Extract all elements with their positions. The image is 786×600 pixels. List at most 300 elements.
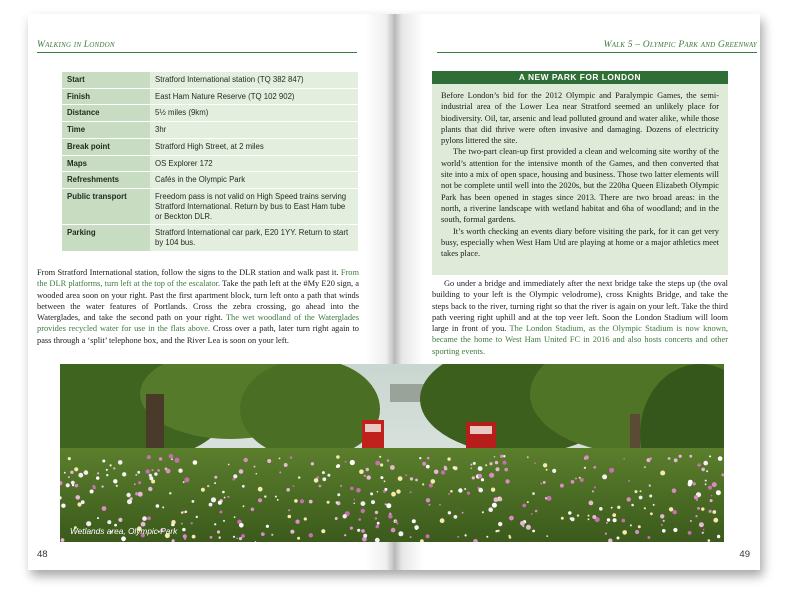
flower [585, 455, 589, 459]
flower [385, 503, 387, 505]
flower [191, 522, 193, 524]
flower [697, 507, 700, 510]
flower [592, 490, 594, 492]
flower [434, 470, 439, 475]
flower [322, 477, 326, 481]
flower [674, 458, 678, 462]
flower [503, 455, 505, 457]
flower [241, 534, 245, 538]
flower [159, 457, 162, 460]
flower [375, 511, 378, 514]
flower [602, 474, 607, 479]
info-row [62, 155, 358, 172]
info-row [62, 189, 358, 225]
flower [288, 515, 292, 519]
flower [107, 520, 111, 524]
flower [412, 519, 416, 523]
flower [217, 530, 220, 533]
flower [77, 502, 81, 506]
flower [478, 474, 482, 478]
info-label: Distance [62, 105, 150, 122]
flower [697, 463, 700, 466]
flower [396, 489, 400, 493]
info-label: Refreshments [62, 172, 150, 189]
flower [137, 471, 140, 474]
info-row [62, 88, 358, 105]
flower [243, 505, 245, 507]
flower [709, 455, 711, 457]
flower [90, 490, 94, 494]
flower [219, 511, 222, 514]
flower [101, 485, 103, 487]
flower [97, 472, 99, 474]
flower [321, 529, 325, 533]
info-value: Stratford High Street, at 2 miles [150, 138, 358, 155]
sidebar-paragraph: Before London’s bid for the 2012 Olympic and Paralympic Games, the semi-industrial area of the Lower Lea near Stratford seemed an unlikely place for biodiversity. Oil, tar, arsenic and lead polluted ground and water alike, while those plants that did thrive were often invasive and damaging. Dozens of electricity pylons littered the site. [441, 91, 719, 146]
flower [266, 525, 269, 528]
flower [227, 496, 229, 498]
left-body-p3: Cross over a path, later turn right again to pass through a ‘split’ telephone box, and the River Lea is soon on your left. [37, 324, 359, 345]
flower [426, 498, 430, 502]
flower [375, 461, 380, 466]
flower [534, 462, 536, 464]
right-body-text [432, 278, 728, 357]
flower [118, 460, 123, 465]
flower [647, 536, 650, 539]
flower [613, 518, 617, 522]
wetlands-photo-illustration [60, 364, 724, 542]
flower [422, 462, 426, 466]
info-value: 5½ miles (9km) [150, 105, 358, 122]
flower [448, 511, 451, 514]
flower [242, 485, 245, 488]
flower [363, 534, 367, 538]
flower [367, 475, 371, 479]
right-running-head: Walk 5 – Olympic Park and Greenway [603, 40, 757, 50]
flower [708, 539, 711, 542]
flower [293, 485, 295, 487]
info-label: Parking [62, 225, 150, 251]
flower [234, 516, 236, 518]
flower [535, 510, 538, 513]
flower [592, 515, 596, 519]
flower [96, 476, 99, 479]
flower [106, 469, 108, 471]
flower [663, 520, 665, 522]
flower [233, 536, 235, 538]
flower [162, 506, 164, 508]
flower [68, 476, 70, 478]
flower [396, 523, 398, 525]
sidebar-box-text [441, 90, 719, 259]
flower [183, 534, 187, 538]
flower [705, 483, 707, 485]
flower [588, 515, 590, 517]
info-value: Freedom pass is not valid on High Speed trains serving Stratford International. Return by bus to East Ham tube or Beckton DLR. [150, 189, 358, 225]
flower [552, 469, 556, 473]
flower [580, 478, 584, 482]
right-page-number: 49 [739, 549, 750, 560]
flower [491, 488, 495, 492]
flower [708, 486, 712, 490]
flower [440, 518, 445, 523]
right-header-rule [437, 52, 757, 53]
flower [627, 497, 631, 501]
flower [694, 495, 698, 499]
flower [135, 474, 137, 476]
flower [605, 533, 607, 535]
flower [575, 478, 577, 480]
flower [219, 536, 221, 538]
flower [465, 534, 467, 536]
flower [623, 458, 625, 460]
flower [640, 490, 642, 492]
flower [350, 460, 355, 465]
flower [520, 521, 525, 526]
flower [279, 458, 281, 460]
flower [509, 516, 514, 521]
left-body-highlight-1: From the DLR platforms, turn left at the top of the escalator. [37, 268, 360, 289]
flower [489, 462, 492, 465]
flower [593, 466, 596, 469]
flower [526, 525, 531, 530]
left-body-highlight-2: The wet woodland of the Waterglades provides recycled water for use in the flats above. [37, 313, 359, 334]
flower [638, 525, 641, 528]
flower [147, 455, 151, 459]
sidebar-paragraph: It’s worth checking an events diary before visiting the park, for it can get very busy, especially when West Ham Utd are playing at home or a major athletics meet takes place. [441, 226, 719, 259]
flower [214, 482, 216, 484]
flower [672, 488, 677, 493]
flower [122, 472, 126, 476]
flower [669, 507, 673, 511]
flower [703, 529, 705, 531]
flower [239, 469, 244, 474]
flower [522, 504, 526, 508]
flower [271, 534, 273, 536]
flower [631, 504, 634, 507]
flower [426, 534, 430, 538]
flower [609, 468, 614, 473]
flower [679, 455, 682, 458]
flower [496, 467, 500, 471]
flower [495, 530, 497, 532]
flower [494, 456, 496, 458]
flower [495, 461, 498, 464]
flower [543, 481, 546, 484]
flower [157, 469, 160, 472]
flower [462, 512, 464, 514]
flower [622, 530, 627, 535]
flower [570, 517, 573, 520]
sidebar-box-title: A NEW PARK FOR LONDON [432, 71, 728, 84]
flower [298, 476, 300, 478]
flower [286, 488, 290, 492]
flower [717, 535, 720, 538]
flower [387, 459, 390, 462]
flower [662, 529, 666, 533]
flower [148, 487, 152, 491]
flower [353, 499, 355, 501]
info-label: Maps [62, 155, 150, 172]
flower [64, 472, 66, 474]
flower [357, 529, 360, 532]
flower [116, 485, 118, 487]
left-body-p1: From Stratford International station, follow the signs to the DLR station and walk past it. [37, 268, 339, 277]
flower [447, 457, 450, 460]
flower [718, 456, 723, 461]
flower [359, 469, 364, 474]
flower [389, 513, 392, 516]
flower [589, 501, 594, 506]
flower [464, 488, 466, 490]
flower [228, 464, 230, 466]
flower [184, 477, 189, 482]
flower [398, 531, 403, 536]
photo-caption: Wetlands area, Olympic Park [70, 526, 178, 536]
flower [102, 460, 105, 463]
flower [706, 470, 708, 472]
flower [639, 496, 643, 500]
flower [711, 495, 713, 497]
flower [473, 462, 476, 465]
flower [336, 501, 338, 503]
flower [258, 487, 263, 492]
sidebar-box [432, 84, 728, 275]
flower [350, 487, 354, 491]
flower [61, 538, 65, 542]
flower [224, 497, 226, 499]
flower [384, 480, 386, 482]
flower [361, 509, 365, 513]
flower [644, 466, 646, 468]
flower [377, 522, 380, 525]
flower [699, 522, 704, 527]
flower [380, 476, 383, 479]
flower [295, 520, 299, 524]
flower [335, 517, 338, 520]
left-page-number: 48 [37, 549, 48, 560]
flower [74, 467, 78, 471]
flower [427, 457, 430, 460]
flower [327, 474, 330, 477]
flower [340, 485, 342, 487]
flower [540, 483, 542, 485]
flower [175, 458, 180, 463]
flower [470, 464, 472, 466]
flower [239, 523, 244, 528]
flower [660, 471, 665, 476]
flower [395, 520, 398, 523]
flower [644, 507, 646, 509]
flower [102, 506, 107, 511]
flower [201, 488, 205, 492]
info-value: Stratford International car park, E20 1YY. Return to start by 104 bus. [150, 225, 358, 251]
flower [384, 488, 387, 491]
flower [630, 524, 632, 526]
flower [254, 466, 256, 468]
flower [182, 528, 185, 531]
flower [485, 464, 487, 466]
flower [546, 469, 548, 471]
flower [156, 504, 160, 508]
flower [72, 484, 74, 486]
flower [244, 458, 248, 462]
flower [214, 523, 216, 525]
info-row [62, 172, 358, 189]
flower [336, 465, 339, 468]
info-label: Time [62, 122, 150, 139]
flower [264, 495, 266, 497]
flower [288, 509, 290, 511]
flower [695, 515, 697, 517]
flower [81, 500, 85, 504]
flower [561, 517, 564, 520]
flower [702, 532, 704, 534]
flower [113, 479, 117, 483]
flower [364, 475, 366, 477]
flower [391, 528, 396, 533]
flower [532, 530, 535, 533]
flower [214, 476, 217, 479]
flower [617, 537, 620, 540]
flower [166, 469, 171, 474]
flower [297, 537, 300, 540]
flower [606, 522, 608, 524]
flower [607, 518, 610, 521]
flower [322, 471, 325, 474]
flower [467, 492, 470, 495]
flower [154, 472, 157, 475]
flower [390, 465, 395, 470]
flower [61, 504, 65, 508]
flower [688, 482, 692, 486]
flower [294, 499, 298, 503]
flower [192, 500, 195, 503]
flower [290, 456, 293, 459]
info-label: Break point [62, 138, 150, 155]
flower [279, 471, 281, 473]
flower [118, 518, 122, 522]
flower [309, 533, 313, 537]
flower [410, 536, 412, 538]
flower [690, 520, 692, 522]
flower [336, 455, 340, 459]
flower [635, 490, 638, 493]
flower [356, 488, 361, 493]
flower [138, 481, 141, 484]
flower [471, 468, 473, 470]
flower [223, 520, 225, 522]
flower [380, 463, 383, 466]
flower [181, 523, 183, 525]
flower [147, 516, 151, 520]
flower [611, 507, 613, 509]
flower [258, 498, 262, 502]
flower [509, 536, 512, 539]
flower [426, 465, 430, 469]
flower [429, 504, 431, 506]
flower [233, 474, 237, 478]
info-value: Stratford International station (TQ 382 847) [150, 72, 358, 88]
flower [588, 518, 590, 520]
flower [209, 503, 213, 507]
flower [688, 531, 692, 535]
flower [612, 513, 616, 517]
flower [66, 483, 70, 487]
flower [649, 495, 652, 498]
flower [405, 474, 407, 476]
flower [319, 485, 322, 488]
flower [472, 476, 475, 479]
flower [696, 499, 698, 501]
left-header-rule [37, 52, 357, 53]
flower [142, 516, 147, 521]
flower [236, 538, 238, 540]
flower [361, 529, 365, 533]
flower [617, 506, 620, 509]
flower [482, 511, 484, 513]
flower [344, 534, 346, 536]
flower [353, 503, 355, 505]
info-value: Cafés in the Olympic Park [150, 172, 358, 189]
flower [106, 474, 108, 476]
flower [579, 477, 581, 479]
flower [701, 468, 705, 472]
wetlands-photo [60, 364, 724, 542]
flower [712, 510, 716, 514]
flower [304, 517, 307, 520]
flower [92, 485, 95, 488]
flower [76, 495, 81, 500]
flower [127, 499, 132, 504]
flower [500, 455, 503, 458]
info-label: Public transport [62, 189, 150, 225]
flower [309, 500, 313, 504]
flower [183, 481, 185, 483]
flower [448, 493, 450, 495]
flower [716, 490, 721, 495]
flower [650, 512, 653, 515]
flower [649, 484, 651, 486]
flower [113, 467, 115, 469]
flower [547, 496, 552, 501]
flower [377, 491, 379, 493]
flower [410, 491, 412, 493]
flower [207, 485, 209, 487]
flower [489, 473, 494, 478]
flower [239, 537, 242, 540]
flower [454, 515, 458, 519]
flower [709, 510, 712, 513]
flower [68, 457, 71, 460]
flower [358, 518, 361, 521]
flower [478, 488, 483, 493]
flower [492, 503, 497, 508]
flower [300, 499, 304, 503]
flower [584, 467, 586, 469]
flower [149, 476, 153, 480]
flower [311, 462, 314, 465]
flower [371, 500, 375, 504]
flower [171, 520, 175, 524]
info-value: OS Explorer 172 [150, 155, 358, 172]
flower [84, 470, 89, 475]
flower [422, 483, 424, 485]
flower [498, 522, 502, 526]
flower [97, 517, 99, 519]
flower [622, 519, 626, 523]
flower [441, 470, 445, 474]
